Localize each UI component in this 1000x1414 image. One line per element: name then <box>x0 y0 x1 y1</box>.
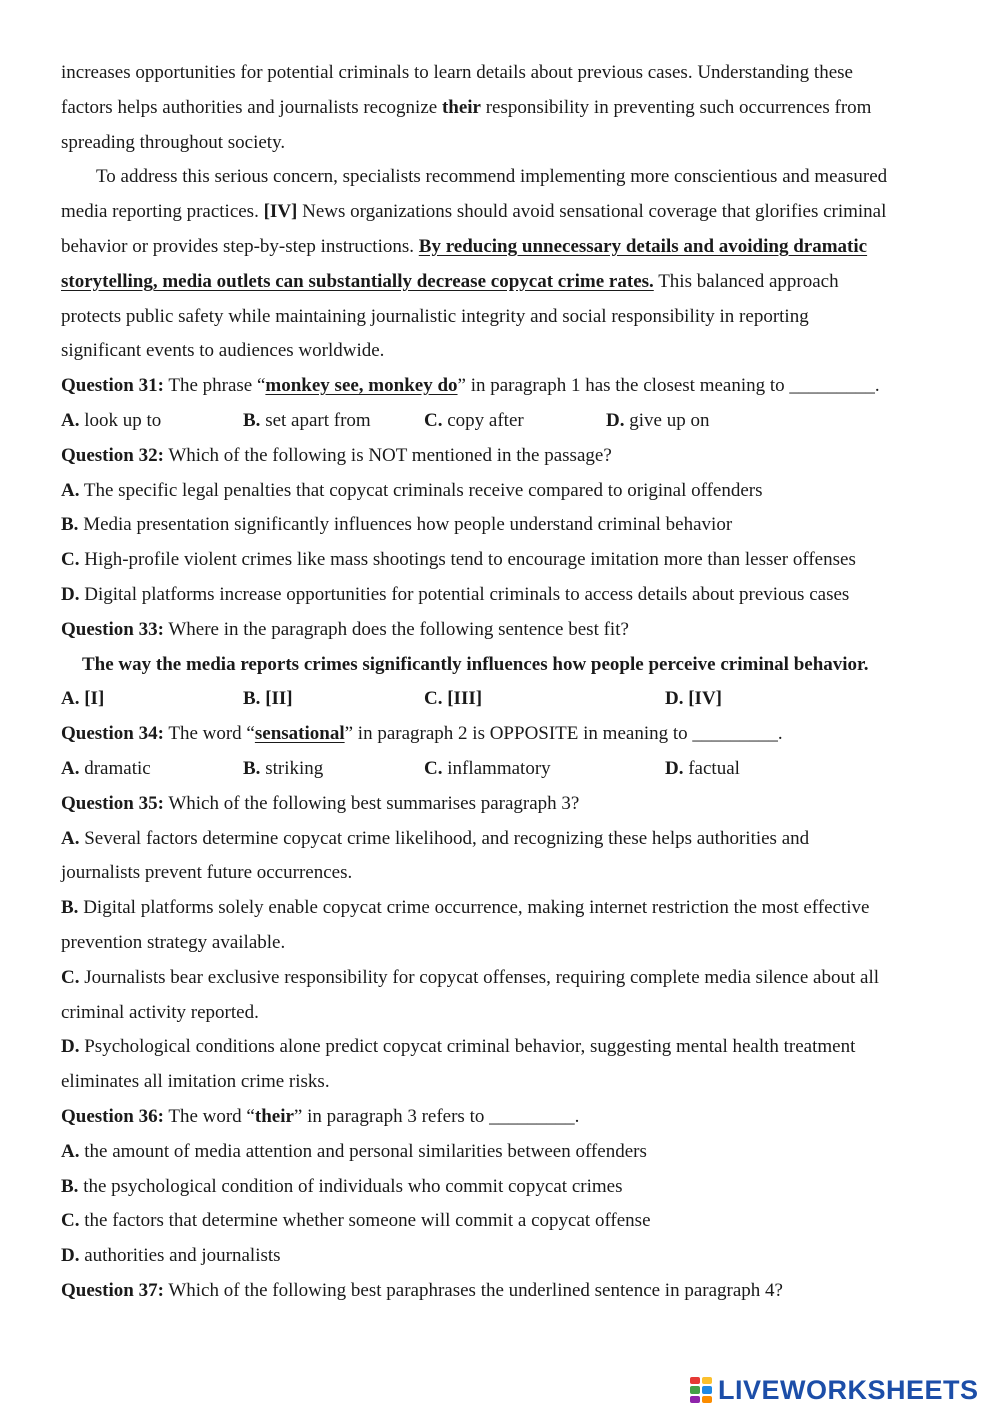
worksheet-page <box>61 56 941 1309</box>
option-a[interactable]: A. [I] <box>61 688 105 710</box>
highlighted-word: their <box>254 1105 294 1127</box>
option-d[interactable]: D. factual <box>665 757 740 779</box>
option-b[interactable]: B. Media presentation significantly influences how people understand criminal behavior <box>61 514 733 536</box>
passage-line: significant events to audiences worldwide. <box>61 340 385 362</box>
passage-line: storytelling, media outlets can substantially decrease copycat crime rates. This balanced approach <box>61 270 839 292</box>
passage-line: behavior or provides step-by-step instructions. By reducing unnecessary details and avoiding dramatic <box>61 235 868 257</box>
option-c[interactable]: C. copy after <box>424 409 524 431</box>
option-c[interactable]: C. [III] <box>424 688 483 710</box>
passage-line: factors helps authorities and journalists recognize their responsibility in preventing such occurrences from <box>61 96 872 118</box>
logo-text: LIVEWORKSHEETS <box>718 1374 979 1405</box>
insert-sentence: The way the media reports crimes significantly influences how people perceive criminal behavior. <box>82 653 869 675</box>
logo-grid-icon <box>690 1377 712 1403</box>
option-a[interactable]: A. The specific legal penalties that copycat criminals receive compared to original offenders <box>61 479 763 501</box>
option-a[interactable]: A. the amount of media attention and personal similarities between offenders <box>61 1140 647 1162</box>
question-33: Question 33: Where in the paragraph does the following sentence best fit? <box>61 618 629 640</box>
question-31-options <box>61 404 941 439</box>
passage-line: To address this serious concern, specialists recommend implementing more conscientious and measured <box>96 166 888 188</box>
option-c[interactable]: C. the factors that determine whether someone will commit a copycat offense <box>61 1210 651 1232</box>
question-34: Question 34: The word “sensational” in paragraph 2 is OPPOSITE in meaning to _________. <box>61 723 783 745</box>
option-c[interactable]: C. High-profile violent crimes like mass shootings tend to encourage imitation more than lesser offenses <box>61 549 856 571</box>
question-33-options <box>61 682 941 717</box>
option-d[interactable]: D. Digital platforms increase opportunities for potential criminals to access details about previous cases <box>61 583 850 605</box>
question-34-options <box>61 752 941 787</box>
option-d[interactable]: D. Psychological conditions alone predict copycat criminal behavior, suggesting mental health treatment eliminates all imitation crime risks. <box>61 1036 856 1093</box>
highlighted-phrase: monkey see, monkey do <box>265 375 458 397</box>
reference-word: their <box>441 96 481 118</box>
option-a[interactable]: A. dramatic <box>61 757 151 779</box>
position-marker: [IV] <box>263 201 298 223</box>
option-b[interactable]: B. the psychological condition of individuals who commit copycat crimes <box>61 1175 623 1197</box>
option-d[interactable]: D. authorities and journalists <box>61 1245 281 1267</box>
question-36: Question 36: The word “their” in paragraph 3 refers to _________. <box>61 1105 580 1127</box>
underlined-sentence: By reducing unnecessary details and avoiding dramatic <box>418 235 868 257</box>
passage-line: increases opportunities for potential criminals to learn details about previous cases. Understanding these <box>61 62 853 83</box>
option-b[interactable]: B. striking <box>243 757 324 779</box>
liveworksheets-logo <box>690 1373 979 1407</box>
option-c[interactable]: C. inflammatory <box>424 757 551 779</box>
passage-line: media reporting practices. [IV] News organizations should avoid sensational coverage that glorifies criminal <box>61 201 887 223</box>
highlighted-word: sensational <box>254 723 345 745</box>
option-b[interactable]: B. [II] <box>243 688 293 710</box>
passage-line: protects public safety while maintaining journalistic integrity and social responsibility in reporting <box>61 305 809 327</box>
option-b[interactable]: B. set apart from <box>243 409 371 431</box>
option-b[interactable]: B. Digital platforms solely enable copycat crime occurrence, making internet restriction the most effective prevention strategy available. <box>61 897 870 953</box>
option-a[interactable]: A. look up to <box>61 409 162 431</box>
option-a[interactable]: A. Several factors determine copycat crime likelihood, and recognizing these helps authorities and journalists prevent future occurrences. <box>61 827 810 884</box>
question-37: Question 37: Which of the following best paraphrases the underlined sentence in paragraph 4? <box>61 1279 783 1301</box>
question-31: Question 31: The phrase “monkey see, monkey do” in paragraph 1 has the closest meaning to _________. <box>61 375 880 397</box>
underlined-sentence: storytelling, media outlets can substantially decrease copycat crime rates. <box>61 270 654 292</box>
option-c[interactable]: C. Journalists bear exclusive responsibility for copycat offenses, requiring complete media silence about all criminal activity reported. <box>61 966 880 1023</box>
option-d[interactable]: D. give up on <box>606 409 710 431</box>
passage-line: spreading throughout society. <box>61 131 286 153</box>
question-32: Question 32: Which of the following is NOT mentioned in the passage? <box>61 444 612 466</box>
question-35: Question 35: Which of the following best summarises paragraph 3? <box>61 792 580 814</box>
option-d[interactable]: D. [IV] <box>665 688 723 710</box>
